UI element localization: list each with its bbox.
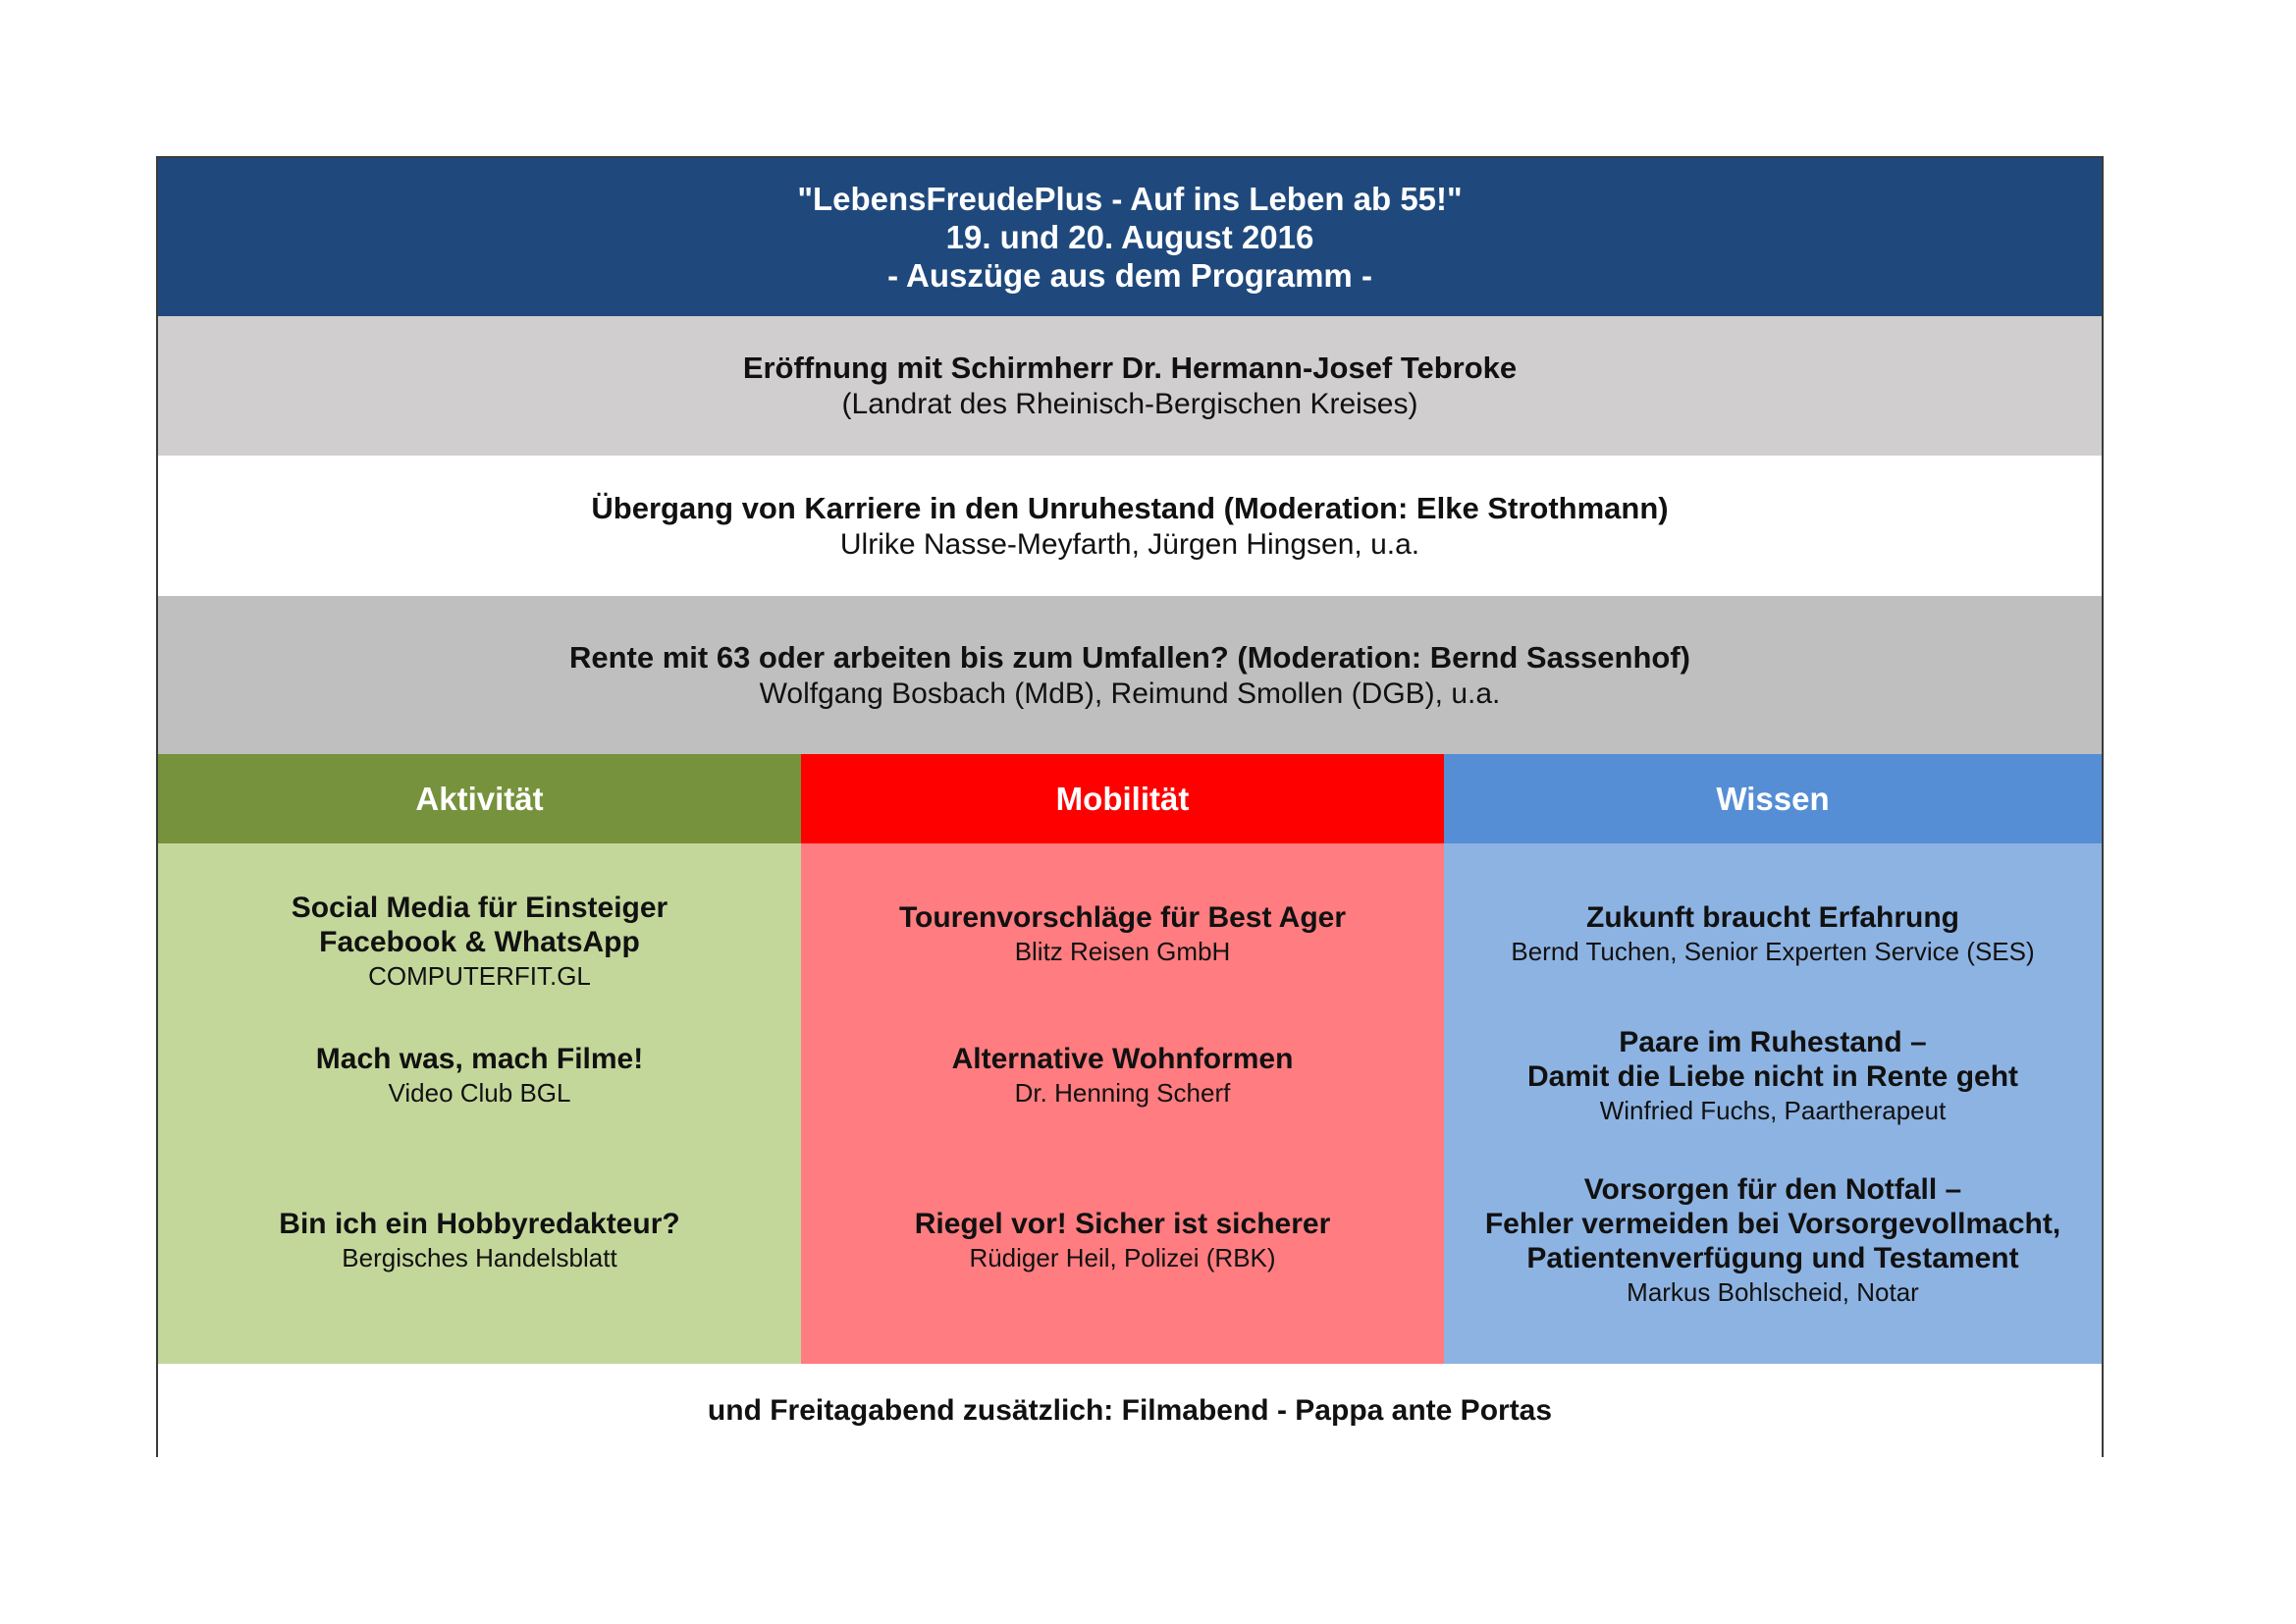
program-footer xyxy=(158,1364,2102,1457)
item-presenter: Winfried Fuchs, Paartherapeut xyxy=(1599,1096,1947,1125)
item-presenter: Blitz Reisen GmbH xyxy=(1014,937,1231,966)
item-title: Vorsorgen für den Notfall – xyxy=(1583,1173,1962,1206)
column-mobilitaet xyxy=(801,843,1444,1364)
session-career-transition xyxy=(158,456,2102,596)
item-title: Riegel vor! Sicher ist sicherer xyxy=(914,1208,1331,1240)
item-title: Alternative Wohnformen xyxy=(951,1043,1294,1075)
item-presenter: Bernd Tuchen, Senior Experten Service (SES) xyxy=(1511,937,2035,966)
session-title: Rente mit 63 oder arbeiten bis zum Umfallen? (Moderation: Bernd Sassenhof) xyxy=(568,639,1690,675)
item-title: Facebook & WhatsApp xyxy=(319,926,640,958)
item-presenter: Video Club BGL xyxy=(388,1078,571,1108)
session-speakers: Ulrike Nasse-Meyfarth, Jürgen Hingsen, u.a. xyxy=(839,527,1420,561)
item-title: Paare im Ruhestand – xyxy=(1619,1026,1927,1058)
item-presenter: Rüdiger Heil, Polizei (RBK) xyxy=(969,1243,1276,1272)
item-presenter: Bergisches Handelsblatt xyxy=(342,1243,617,1272)
list-item xyxy=(158,1042,801,1110)
session-title: Übergang von Karriere in den Unruhestand (Moderation: Elke Strothmann) xyxy=(591,490,1669,525)
list-item xyxy=(801,900,1444,969)
program-header xyxy=(158,158,2102,316)
column-header-mobilitaet: Mobilität xyxy=(801,754,1444,843)
item-title: Patientenverfügung und Testament xyxy=(1526,1242,2019,1274)
session-speakers: (Landrat des Rheinisch-Bergischen Kreises) xyxy=(841,388,1418,420)
event-date: 19. und 20. August 2016 xyxy=(945,219,1314,255)
item-title: Fehler vermeiden bei Vorsorgevollmacht, xyxy=(1484,1208,2061,1240)
list-item xyxy=(158,1207,801,1275)
footer-note: und Freitagabend zusätzlich: Filmabend - Pappa ante Portas xyxy=(707,1394,1553,1427)
item-title: Zukunft braucht Erfahrung xyxy=(1586,901,1959,934)
event-title: "LebensFreudePlus - Auf ins Leben ab 55!" xyxy=(797,181,1463,217)
column-header-aktivitaet: Aktivität xyxy=(158,754,801,843)
program-subtitle: - Auszüge aus dem Programm - xyxy=(887,257,1372,294)
column-aktivitaet xyxy=(158,843,801,1364)
session-title: Eröffnung mit Schirmherr Dr. Hermann-Josef Tebroke xyxy=(742,351,1518,385)
list-item xyxy=(1444,1172,2102,1310)
item-title: Bin ich ein Hobbyredakteur? xyxy=(279,1208,680,1240)
item-title: Social Media für Einsteiger xyxy=(291,892,668,924)
session-pension-debate xyxy=(158,596,2102,754)
list-item xyxy=(801,1042,1444,1110)
column-wissen xyxy=(1444,843,2102,1364)
item-presenter: Dr. Henning Scherf xyxy=(1014,1078,1231,1108)
list-item xyxy=(801,1207,1444,1275)
item-presenter: Markus Bohlscheid, Notar xyxy=(1627,1277,1919,1307)
item-presenter: COMPUTERFIT.GL xyxy=(368,961,591,991)
list-item xyxy=(1444,900,2102,969)
session-speakers: Wolfgang Bosbach (MdB), Reimund Smollen (DGB), u.a. xyxy=(759,677,1501,710)
item-title: Mach was, mach Filme! xyxy=(315,1043,644,1075)
list-item xyxy=(1444,1025,2102,1128)
column-header-wissen: Wissen xyxy=(1444,754,2102,843)
session-opening xyxy=(158,316,2102,456)
item-title: Damit die Liebe nicht in Rente geht xyxy=(1526,1060,2019,1093)
program-table xyxy=(156,156,2104,1457)
list-item xyxy=(158,891,801,994)
item-title: Tourenvorschläge für Best Ager xyxy=(898,901,1347,934)
